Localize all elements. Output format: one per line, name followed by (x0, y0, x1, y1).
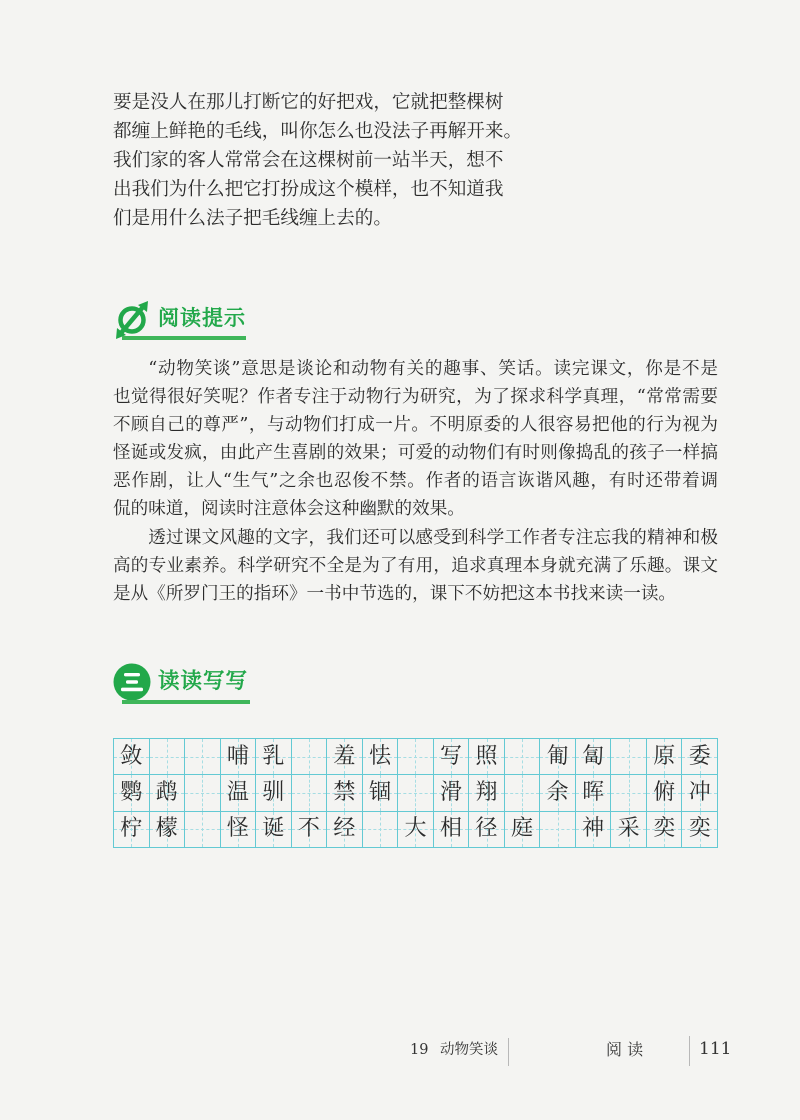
grid-cell: 原 (647, 739, 683, 775)
reading-tips-underline (122, 336, 246, 340)
grid-cell: 檬 (150, 812, 186, 848)
grid-cell: 匐 (576, 739, 612, 775)
grid-cell (185, 739, 221, 775)
grid-cell: 怪 (221, 812, 257, 848)
text-line: 是从《所罗门王的指环》一书中节选的，课下不妨把这本书找来读一读。 (113, 583, 677, 604)
grid-cell (292, 739, 328, 775)
three-lines-icon (112, 662, 152, 702)
text-line: 高的专业素养。科学研究不全是为了有用，追求真理本身就充满了乐趣。课文 (113, 555, 718, 576)
grid-cell: 余 (540, 775, 576, 811)
grid-cell: 神 (576, 812, 612, 848)
text-line: 侃的味道，阅读时注意体会这种幽默的效果。 (113, 499, 465, 520)
grid-cell: 采 (611, 812, 647, 848)
grid-cell: 滑 (434, 775, 470, 811)
grid-cell: 柠 (114, 812, 150, 848)
grid-cell: 相 (434, 812, 470, 848)
grid-cell: 怯 (363, 739, 399, 775)
grid-cell (185, 812, 221, 848)
excerpt-line: 都缠上鲜艳的毛线，叫你怎么也没法子再解开来。 (113, 121, 523, 142)
grid-cell (398, 739, 434, 775)
grid-cell: 鹉 (150, 775, 186, 811)
grid-cell: 哺 (221, 739, 257, 775)
grid-cell: 诞 (256, 812, 292, 848)
text-line: “动物笑谈”意思是谈论和动物有关的趣事、笑话。读完课文，你是不是 (148, 359, 718, 379)
grid-cell (363, 812, 399, 848)
reading-tips-body (113, 355, 718, 608)
grid-cell: 鹦 (114, 775, 150, 811)
grid-cell: 照 (469, 739, 505, 775)
grid-cell: 大 (398, 812, 434, 848)
grid-cell: 禁 (327, 775, 363, 811)
grid-cell: 不 (292, 812, 328, 848)
page-number: 111 (699, 1039, 732, 1059)
grid-cell: 写 (434, 739, 470, 775)
grid-cell (185, 775, 221, 811)
grid-cell: 奕 (647, 812, 683, 848)
grid-cell: 冲 (682, 775, 718, 811)
grid-cell: 匍 (540, 739, 576, 775)
grid-cell: 径 (469, 812, 505, 848)
grid-cell: 锢 (363, 775, 399, 811)
grid-cell: 温 (221, 775, 257, 811)
grid-cell: 庭 (505, 812, 541, 848)
grid-cell: 委 (682, 739, 718, 775)
text-line: 怪诞或发疯，由此产生喜剧的效果；可爱的动物们有时则像捣乱的孩子一样搞 (113, 443, 718, 464)
footer-divider (689, 1036, 690, 1066)
grid-cell (611, 775, 647, 811)
grid-cell (505, 739, 541, 775)
grid-cell (540, 812, 576, 848)
grid-cell: 晖 (576, 775, 612, 811)
lesson-number: 19 (410, 1042, 429, 1058)
text-line: 不顾自己的尊严”，与动物们打成一片。不明原委的人很容易把他的行为视为 (113, 415, 718, 436)
grid-cell (150, 739, 186, 775)
excerpt-line: 要是没人在那儿打断它的好把戏，它就把整棵树 (113, 92, 504, 113)
grid-cell: 乳 (256, 739, 292, 775)
grid-cell (292, 775, 328, 811)
grid-cell (505, 775, 541, 811)
grid-cell: 敛 (114, 739, 150, 775)
text-line: 恶作剧，让人“生气”之余也忍俊不禁。作者的语言诙谐风趣，有时还带着调 (113, 471, 718, 492)
text-line: 透过课文风趣的文字，我们还可以感受到科学工作者专注忘我的精神和极 (148, 527, 718, 548)
section-label: 阅 读 (606, 1040, 644, 1059)
grid-cell: 翔 (469, 775, 505, 811)
lesson-title: 动物笑谈 (440, 1042, 498, 1058)
excerpt-line: 们是用什么法子把毛线缠上去的。 (113, 208, 392, 229)
excerpt-paragraph (113, 88, 533, 233)
grid-cell: 俯 (647, 775, 683, 811)
read-write-title: 读读写写 (158, 669, 249, 694)
reading-tips-paragraph (113, 355, 718, 524)
grid-cell (398, 775, 434, 811)
footer-divider (508, 1038, 509, 1066)
read-write-underline (122, 700, 250, 704)
grid-cell: 奕 (682, 812, 718, 848)
excerpt-line: 出我们为什么把它打扮成这个模样，也不知道我 (113, 179, 504, 200)
text-line: 也觉得很好笑呢？作者专注于动物行为研究，为了探求科学真理，“常常需要 (113, 387, 718, 408)
reading-tips-title: 阅读提示 (158, 306, 246, 330)
grid-cell: 羞 (327, 739, 363, 775)
character-grid (113, 738, 718, 848)
excerpt-line: 我们家的客人常常会在这棵树前一站半天，想不 (113, 150, 504, 171)
grid-cell: 经 (327, 812, 363, 848)
grid-cell: 驯 (256, 775, 292, 811)
grid-cell (611, 739, 647, 775)
reading-tips-paragraph (113, 524, 718, 608)
